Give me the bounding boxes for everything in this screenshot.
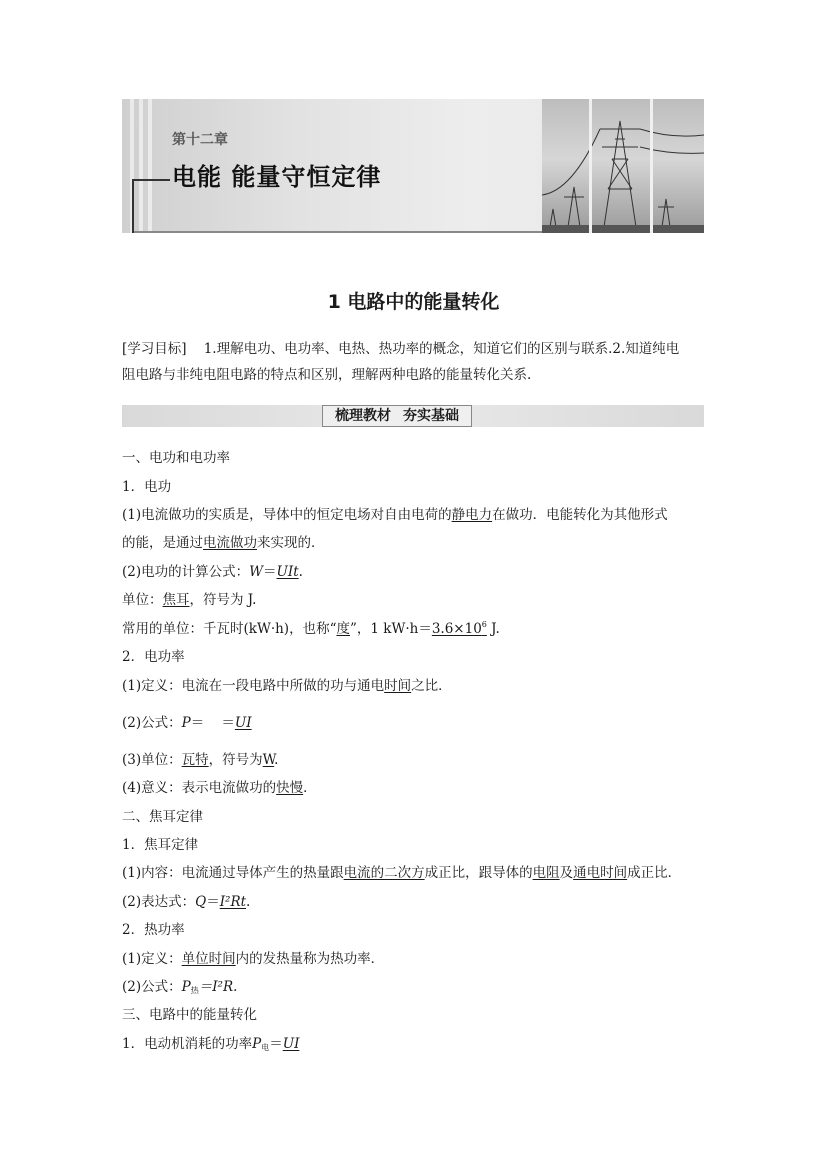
formula-symbol: P <box>181 979 191 995</box>
text: J. <box>486 621 500 637</box>
text: ” <box>349 621 357 637</box>
formula-symbol: W <box>249 564 264 580</box>
text: 3.6×10 <box>431 621 482 637</box>
answer-blank: UIt <box>276 564 299 580</box>
text: (2)公式： <box>122 979 182 995</box>
banner-corner-line-vertical <box>132 179 134 233</box>
text: (2)电功的计算公式： <box>122 564 250 580</box>
text: (4)意义：表示电流做功的 <box>122 780 277 796</box>
text: 来实现的． <box>257 535 325 551</box>
text-line <box>122 776 317 796</box>
text: 在做功．电能转化为其他形式 <box>492 507 668 523</box>
text: 的能，是通过 <box>122 535 203 551</box>
answer-blank: 焦耳 <box>162 592 190 608</box>
heading-joule-law: 二、焦耳定律 <box>122 809 203 825</box>
text: ． <box>303 780 317 796</box>
answer-blank: UI <box>282 1036 300 1052</box>
text: 成正比，跟导体的 <box>424 865 533 881</box>
text-line <box>122 947 384 967</box>
subscript: 电 <box>261 1043 270 1052</box>
text: 内的发热量称为热功率． <box>235 951 385 967</box>
answer-blank: UI <box>234 715 252 731</box>
formula-symbol: P <box>181 715 191 731</box>
superscript: 6 <box>481 620 487 629</box>
formula: ＝I²R. <box>198 979 238 995</box>
text: . <box>274 752 279 768</box>
text: (1)定义：电流在一段电路中所做的功与通电 <box>122 678 385 694</box>
text: ，1 kW·h＝ <box>356 621 432 637</box>
section-bar <box>122 405 704 427</box>
text: ＝ <box>269 1036 283 1052</box>
text-line <box>122 560 303 580</box>
answer-blank: 电阻 <box>532 865 560 881</box>
text-line <box>122 975 237 996</box>
text: 及 <box>559 865 574 881</box>
power-tower-illustration <box>542 99 704 233</box>
answer-blank: 单位时间 <box>181 951 236 967</box>
text: (3)单位： <box>122 752 182 768</box>
formula-symbol: P <box>252 1036 262 1052</box>
text-line <box>122 861 681 881</box>
text: ＝ ＝ <box>190 715 235 731</box>
power-tower-photo <box>542 99 704 233</box>
subheading-electric-power: 2．电功率 <box>122 649 185 665</box>
heading-energy-conversion: 三、电路中的能量转化 <box>122 1007 257 1023</box>
subheading-joule-law: 1．焦耳定律 <box>122 837 199 853</box>
section-bar-left: 梳理教材 <box>335 408 391 424</box>
banner-stripes <box>130 99 160 233</box>
text: (1)内容：电流通过导体产生的热量跟 <box>122 865 344 881</box>
text-line <box>122 503 668 523</box>
text: . <box>246 894 251 910</box>
heading-electric-work: 一、电功和电功率 <box>122 450 230 466</box>
text: (2)公式： <box>122 715 182 731</box>
text: ，符号为 <box>208 752 263 768</box>
text: “ <box>329 621 337 637</box>
text: (1)定义： <box>122 951 182 967</box>
learning-goal-label: [学习目标] <box>122 341 187 357</box>
chapter-banner <box>122 99 704 233</box>
answer-blank: W <box>262 752 275 768</box>
answer-blank: 静电力 <box>451 507 493 523</box>
subheading-heat-power: 2．热功率 <box>122 922 185 938</box>
text-line <box>122 711 252 731</box>
text: ，符号为 J. <box>189 592 257 608</box>
formula-symbol: Q <box>195 894 207 910</box>
text-line <box>122 1032 299 1053</box>
learning-goal-line-2: 阻电路与非纯电阻电路的特点和区别，理解两种电路的能量转化关系. <box>122 367 532 383</box>
subheading-electric-work: 1．电功 <box>122 479 172 495</box>
text-line <box>122 890 250 910</box>
answer-blank: 电流的二次方 <box>343 865 425 881</box>
text: ＝ <box>263 564 277 580</box>
answer-blank: I²Rt <box>219 894 247 910</box>
text-line <box>122 748 278 768</box>
answer-blank: 时间 <box>384 678 412 694</box>
answer-blank: 通电时间 <box>573 865 628 881</box>
text-line <box>122 588 256 608</box>
text: 成正比． <box>627 865 682 881</box>
section-bar-label <box>322 405 472 427</box>
text: 单位： <box>122 592 163 608</box>
subscript: 热 <box>190 986 199 995</box>
text: 1．电动机消耗的功率 <box>122 1036 253 1052</box>
learning-goal-line-1 <box>122 336 706 362</box>
text: 常用的单位：千瓦时(kW·h)，也称 <box>122 621 330 637</box>
learning-goal-text: 1.理解电功、电功率、电热、热功率的概念，知道它们的区别与联系.2.知道纯电 <box>203 341 680 357</box>
answer-blank: 电流做功 <box>203 535 257 551</box>
banner-corner-line <box>132 179 170 181</box>
learning-goal <box>122 336 706 388</box>
text-line <box>122 531 325 551</box>
text-line <box>122 674 452 694</box>
answer-blank: 瓦特 <box>181 752 209 768</box>
text: (2)表达式： <box>122 894 196 910</box>
answer-blank <box>432 621 487 637</box>
answer-blank: 度 <box>336 621 350 637</box>
text: . <box>298 564 303 580</box>
text: 之比． <box>411 678 452 694</box>
chapter-title: 电能 能量守恒定律 <box>172 163 382 191</box>
lesson-title: 1 电路中的能量转化 <box>327 291 500 313</box>
text: (1)电流做功的实质是，导体中的恒定电场对自由电荷的 <box>122 507 452 523</box>
text: ＝ <box>206 894 220 910</box>
chapter-number: 第十二章 <box>172 132 228 148</box>
text-line <box>122 617 500 637</box>
answer-blank: 快慢 <box>276 780 304 796</box>
section-bar-right: 夯实基础 <box>403 408 459 424</box>
